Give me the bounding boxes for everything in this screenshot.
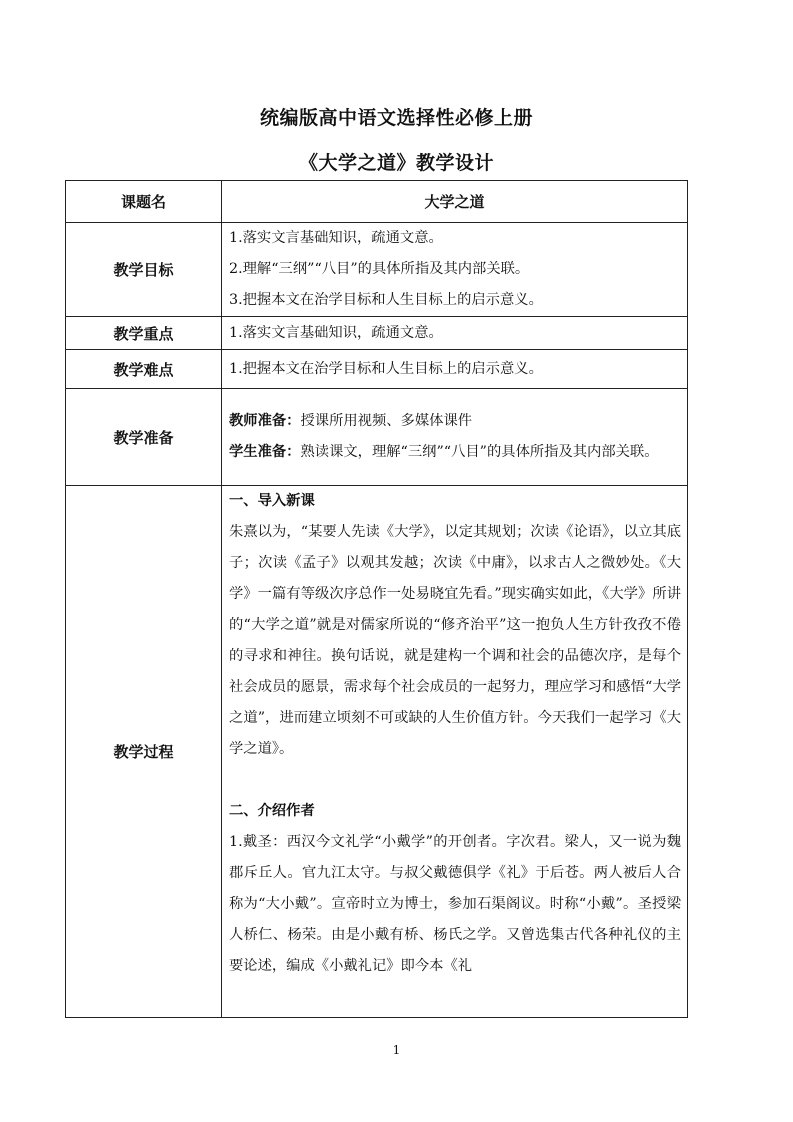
difficulties-label: 教学难点	[66, 350, 222, 389]
process-label: 教学过程	[66, 486, 222, 1018]
key-points-content	[222, 317, 688, 350]
table-row-key-points	[66, 317, 688, 350]
difficulty-item: 1.把握本文在治学目标和人生目标上的启示意义。	[229, 360, 543, 377]
objectives-content	[222, 223, 688, 317]
header-label-cell: 课题名	[66, 181, 222, 223]
header-value-cell: 大学之道	[222, 181, 688, 223]
document-subtitle: 《大学之道》教学设计	[298, 152, 494, 174]
preparation-label: 教学准备	[66, 389, 222, 486]
table-row-objectives	[66, 223, 688, 317]
objective-item: 2.理解“三纲”“八目”的具体所指及其内部关联。	[229, 261, 530, 277]
student-preparation-label: 学生准备：	[229, 444, 301, 460]
objective-item: 3.把握本文在治学目标和人生目标上的启示意义。	[229, 292, 543, 308]
teacher-preparation-label: 教师准备：	[229, 413, 301, 429]
section-paragraph: 朱熹以为，“某要人先读《大学》，以定其规划；次读《论语》，以立其底子；次读《孟子》以观其发越；次读《中庸》，以求古人之微妙处。《大学》一篇有等级次序总作一处易晓宜先看。”现实确实如此，《大学》所讲的“大学之道”就是对儒家所说的“修齐治平”这一抱负人生方针孜孜不倦的寻求和神往。换句话说，就是建构一个调和社会的品德次序，是每个社会成员的愿景，需求每个社会成员的一起努力，理应学习和感悟“大学之道”，进而建立顷刻不可或缺的人生价值方针。今天我们一起学习《大学之道》。	[229, 524, 681, 757]
section-paragraph: 1.戴圣：西汉今文礼学“小戴学”的开创者。字次君。梁人，又一说为魏郡斥丘人。官九江太守。与叔父戴德俱学《礼》于后苍。两人被后人合称为“大小戴”。宣帝时立为博士，参加石渠阁议。时称“小戴”。圣授梁人桥仁、杨荣。由是小戴有桥、杨氏之学。又曾选集古代各种礼仪的主要论述，编成《小戴礼记》即今本《礼	[229, 834, 681, 974]
objective-item: 1.落实文言基础知识，疏通文意。	[229, 230, 443, 246]
key-points-label: 教学重点	[66, 317, 222, 350]
preparation-content	[222, 389, 688, 486]
section-heading: 一、导入新课	[229, 493, 315, 509]
blank-line	[229, 765, 681, 796]
table-row-header	[66, 181, 688, 223]
student-preparation-text: 熟读课文，理解“三纲”“八目”的具体所指及其内部关联。	[300, 444, 659, 460]
objectives-label: 教学目标	[66, 223, 222, 317]
teacher-preparation-text: 授课所用视频、多媒体课件	[300, 413, 473, 429]
student-preparation	[229, 437, 681, 468]
document-title: 统编版高中语文选择性必修上册	[259, 107, 533, 129]
table-row-process	[66, 486, 688, 1018]
page-number: 1	[392, 1043, 401, 1057]
table-row-difficulties	[66, 350, 688, 389]
teacher-preparation	[229, 406, 681, 437]
lesson-plan-table	[65, 180, 688, 1018]
key-point-item: 1.落实文言基础知识，疏通文意。	[229, 324, 443, 341]
process-content	[222, 486, 688, 1018]
table-row-preparation	[66, 389, 688, 486]
section-heading: 二、介绍作者	[229, 803, 315, 819]
difficulties-content	[222, 350, 688, 389]
